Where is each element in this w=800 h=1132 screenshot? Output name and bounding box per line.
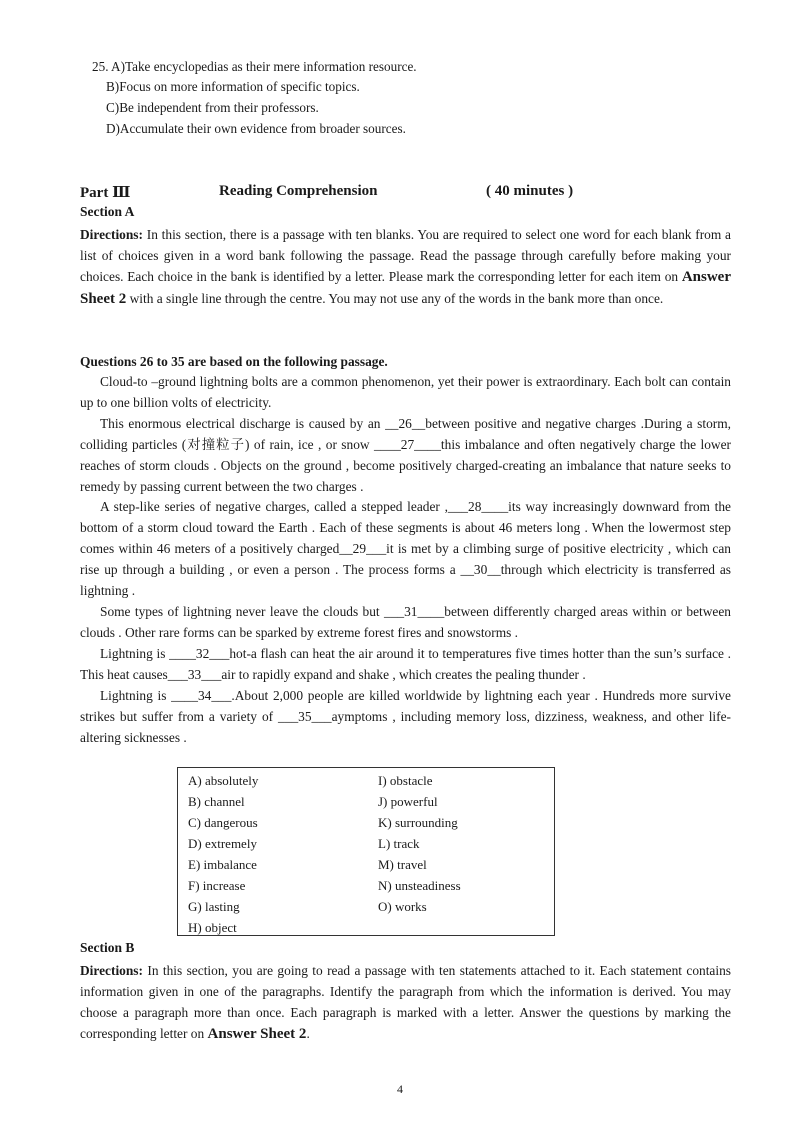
word-bank-item: E) imbalance: [188, 857, 257, 872]
word-bank-item: A) absolutely: [188, 773, 259, 788]
q25-option-d: D)Accumulate their own evidence from broader sources.: [106, 121, 406, 136]
section-a-directions: [80, 224, 731, 310]
part-time: ( 40 minutes ): [486, 183, 574, 199]
passage-paragraph-4: Some types of lightning never leave the clouds but ___31____between differently charged areas within or between clouds . Other rare forms can be sparked by extreme forest fires and snowstorms .: [80, 604, 731, 640]
directions-label: Directions:: [80, 963, 143, 978]
passage-intro-text: Questions 26 to 35 are based on the following passage.: [80, 354, 388, 369]
answer-sheet-label: Answer Sheet 2: [207, 1026, 307, 1042]
part-label: Part Ⅲ: [80, 185, 131, 201]
passage-paragraph-2: This enormous electrical discharge is caused by an __26__between positive and negative charges .During a storm, colliding particles (对撞粒子) of rain, ice , or snow ____27____this imbalance and often negatively charge the lower reaches of storm clouds . Objects on the ground , become positively charged-creating an imbalance that nature seeks to remedy by passing current between the two charges .: [80, 416, 731, 494]
word-bank-item: B) channel: [188, 794, 245, 809]
directions-text: In this section, there is a passage with ten blanks. You are required to select one word for each blank from a list of choices given in a word bank following the passage. Read the passage through carefully before making your choices. Each choice in the bank is identified by a letter. Please mark the corresponding letter for each item on: [80, 227, 731, 284]
word-bank-item: K) surrounding: [378, 815, 458, 830]
word-bank: [177, 767, 555, 936]
passage-paragraph-5: Lightning is ____32___hot-a flash can heat the air around it to temperatures five times hotter than the sun’s surface . This heat causes___33___air to rapidly expand and shake , which creates the pealing thunder .: [80, 646, 731, 682]
word-bank-item: L) track: [378, 836, 420, 851]
word-bank-item: H) object: [188, 920, 237, 935]
passage-paragraph-1: Cloud-to –ground lightning bolts are a common phenomenon, yet their power is extraordinary. Each bolt can contain up to one billion volts of electricity.: [80, 374, 731, 410]
directions-text-end: with a single line through the centre. You may not use any of the words in the bank more than once.: [126, 291, 664, 306]
passage-paragraph-6: Lightning is ____34___.About 2,000 people are killed worldwide by lightning each year . Hundreds more survive strikes but suffer from a variety of ___35___aymptoms , including memory loss, dizziness, weakness, and other life-altering sicknesses .: [80, 688, 731, 745]
answer-sheet-label: Answer Sheet 2: [80, 269, 731, 307]
word-bank-item: O) works: [378, 899, 427, 914]
section-a-label: Section A: [80, 204, 135, 219]
passage-intro: [80, 351, 731, 372]
word-bank-item: M) travel: [378, 857, 427, 872]
section-b-directions: [80, 960, 731, 1045]
part-title: Reading Comprehension: [219, 183, 378, 199]
word-bank-item: G) lasting: [188, 899, 240, 914]
word-bank-item: N) unsteadiness: [378, 878, 461, 893]
q25-option-a: 25. A)Take encyclopedias as their mere information resource.: [92, 59, 417, 74]
passage-paragraph-3: A step-like series of negative charges, called a stepped leader ,___28____its way increasingly downward from the bottom of a storm cloud toward the Earth . Each of these segments is about 46 meters long . When the lowermost step comes within 46 meters of a positively charged__29___it is met by a climbing surge of positive electricity , which can rise up through a building , or even a person . The process forms a __30__through which electricity is transferred as lightning .: [80, 499, 731, 598]
q25-option-c: C)Be independent from their professors.: [106, 100, 319, 115]
page-number: 4: [397, 1082, 403, 1096]
word-bank-item: F) increase: [188, 878, 246, 893]
word-bank-item: D) extremely: [188, 836, 257, 851]
word-bank-item: C) dangerous: [188, 815, 258, 830]
directions-text-end: .: [306, 1026, 310, 1041]
section-b-label: Section B: [80, 940, 135, 955]
q25-option-b: B)Focus on more information of specific topics.: [106, 79, 360, 94]
directions-label: Directions:: [80, 227, 143, 242]
word-bank-item: J) powerful: [378, 794, 438, 809]
word-bank-item: I) obstacle: [378, 773, 433, 788]
directions-text: In this section, you are going to read a passage with ten statements attached to it. Each statement contains information given in one of the paragraphs. Identify the paragraph from which the information is derived. You may choose a paragraph more than once. Each paragraph is marked with a letter. Answer the questions by marking the corresponding letter on: [80, 963, 731, 1041]
